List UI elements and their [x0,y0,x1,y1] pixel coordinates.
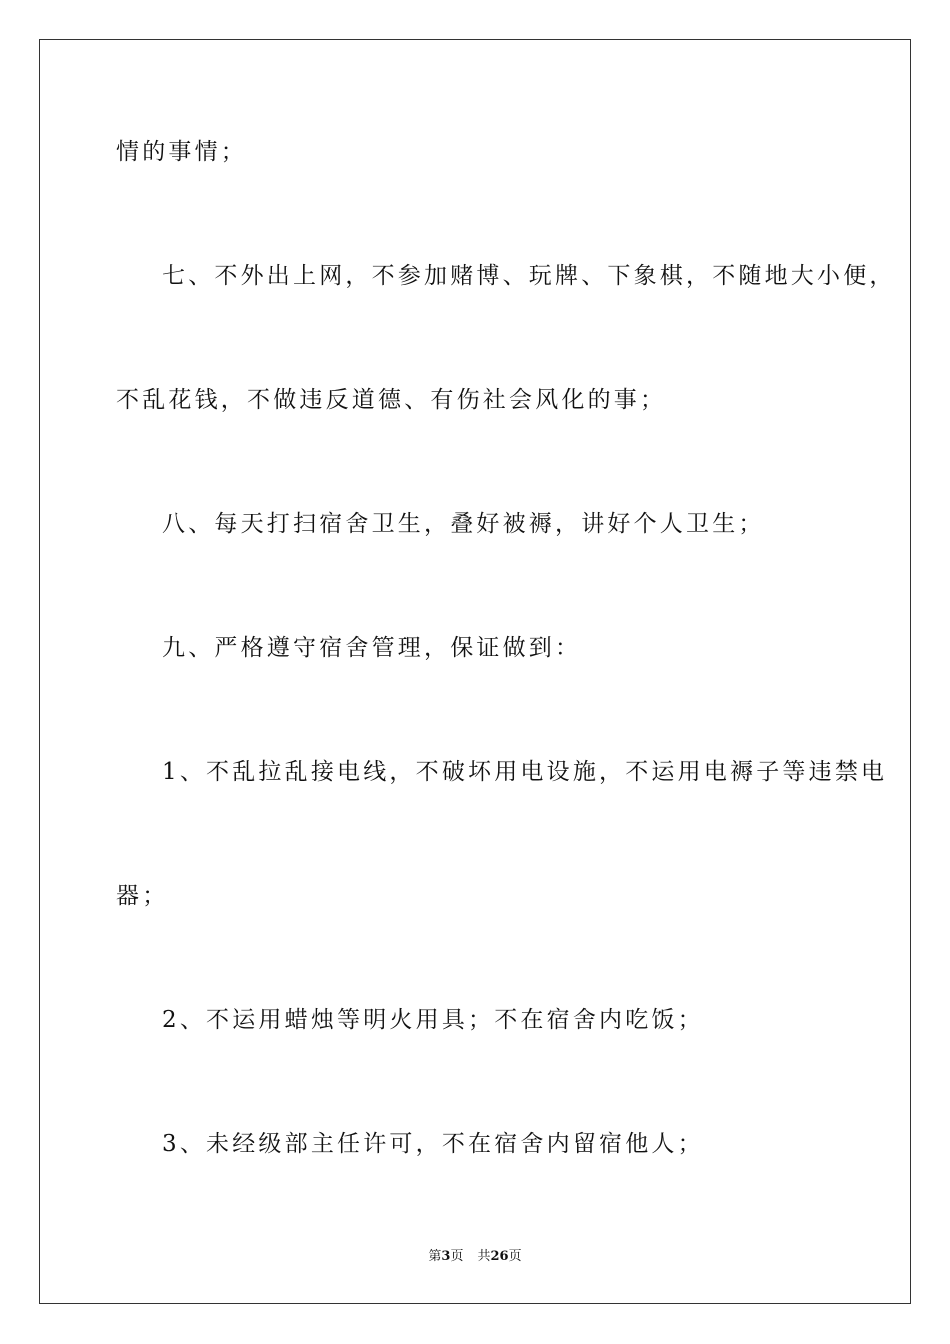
text-line-3: 不乱花钱，不做违反道德、有伤社会风化的事； [116,387,667,413]
page-frame [39,39,911,1304]
text-line-7: 器； [116,883,169,909]
total-suffix: 页 [508,1249,522,1264]
text-line-5: 九、严格遵守宿舍管理，保证做到： [162,635,582,661]
page-number: 3 [441,1249,451,1264]
text-line-9: 3、未经级部主任许可，不在宿舍内留宿他人； [162,1131,704,1157]
text-line-6: 1、不乱拉乱接电线，不破坏用电设施，不运用电褥子等违禁电 [162,759,888,785]
page-prefix: 第 [428,1249,442,1264]
text-line-2: 七、不外出上网，不参加赌博、玩牌、下象棋，不随地大小便， [162,263,896,289]
text-line-4: 八、每天打扫宿舍卫生，叠好被褥，讲好个人卫生； [162,511,765,537]
text-line-1: 情的事情； [116,139,247,165]
page-suffix: 页 [450,1249,464,1264]
total-pages: 26 [490,1249,509,1264]
text-line-8: 2、不运用蜡烛等明火用具；不在宿舍内吃饭； [162,1007,704,1033]
total-prefix: 共 [477,1249,491,1264]
page-footer [0,1248,950,1266]
